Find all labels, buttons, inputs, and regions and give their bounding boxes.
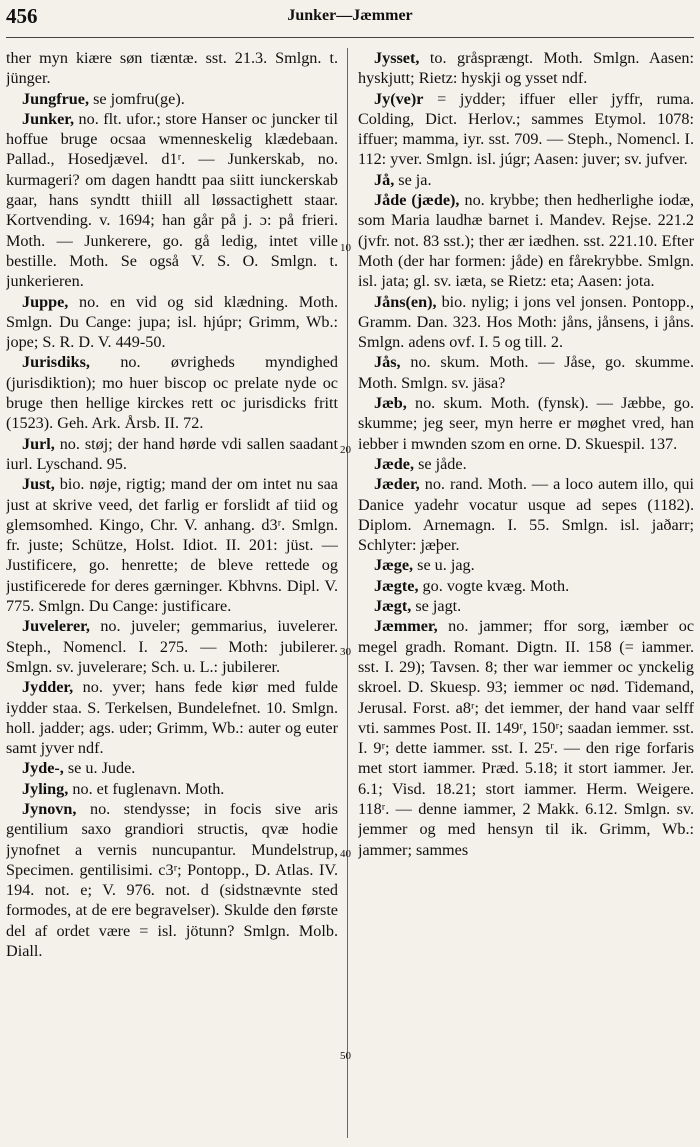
entry-text: no. et fuglenavn. Moth. <box>68 779 225 798</box>
dictionary-entry <box>6 434 338 475</box>
header-rule <box>6 37 694 38</box>
headword: Juvelerer, <box>22 617 90 636</box>
entry-text: no. en vid og sid klædning. Moth. Smlgn. Du Cange: jupa; isl. hjúpr; Grimm, Wb.: jope; S. R. D. V. 449-50. <box>6 292 338 352</box>
headword: Jæb, <box>374 394 407 413</box>
entry-text: to. gråsprængt. Moth. Smlgn. Aasen: hyskjutt; Rietz: hyskji og ysset ndf. <box>358 49 694 88</box>
line-number: 20 <box>340 444 351 456</box>
entry-text: no. støj; der hand hørde vdi sallen saadant iurl. Lyschand. 95. <box>6 434 338 473</box>
dictionary-entry <box>358 474 694 555</box>
headword: Juppe, <box>22 292 69 311</box>
dictionary-entry <box>358 352 694 393</box>
headword: Jydder, <box>22 678 74 697</box>
headword: Jyling, <box>22 779 69 798</box>
running-head: Junker—Jæmmer <box>287 7 413 24</box>
headword: Jås, <box>374 353 401 372</box>
headword: Jyde-, <box>22 759 64 778</box>
dictionary-entry <box>358 393 694 454</box>
dictionary-entry <box>358 292 694 353</box>
dictionary-entry <box>358 616 694 860</box>
headword: Jysset, <box>374 49 420 67</box>
headword: Jungfrue, <box>22 89 90 108</box>
entry-text: = jydder; iffuer eller jyffr, ruma. Colding, Dict. Herlov.; sammes Etymol. 1078: iffuer; mamma, iyr. sst. 709. — Steph., Nomencl. I. 112: yver. Smlgn. isl. júgr; Aasen: juver; sv. jufver. <box>358 89 694 169</box>
entry-text: no. rand. Moth. — a loco autem illo, qui Danice yadehr vocatur usque ad sepes (1182). Diplom. Arnemagn. I. 55. Smlgn. isl. jaðarr; Schlyter: jæþer. <box>358 475 694 555</box>
line-number: 10 <box>340 242 351 254</box>
entry-text: se jagt. <box>411 597 462 616</box>
dictionary-entry <box>6 48 338 89</box>
dictionary-entry <box>6 352 338 433</box>
dictionary-entry <box>6 799 338 961</box>
entry-text: no. krybbe; then hedherlighe iodæ, som Maria laudhæ barnet i. Mandev. Rejse. 221.2 (jvfr. not. 83 sst.); ther ær iædhen. sst. 221.10. Efter Moth (der har formen: jåde) en fårekrybbe. Smlgn. isl. jata; gl. sv. iæta, se Rietz: eta; Aasen: jota. <box>358 191 694 291</box>
line-number: 30 <box>340 646 351 658</box>
dictionary-entry <box>358 89 694 170</box>
headword: Jynovn, <box>22 799 77 818</box>
dictionary-entry <box>6 779 338 799</box>
entry-text: no. yver; hans fede kiør med fulde iydder staa. S. Terkelsen, Bundelefnet. 10. Smlgn. holl. jadder; ags. uder; Grimm, Wb.: auter og euter samt jyver ndf. <box>6 678 338 758</box>
headword: Jægte, <box>374 576 419 595</box>
column-divider <box>347 48 348 1138</box>
entry-text: se u. Jude. <box>63 759 136 778</box>
headword: Junker, <box>22 109 75 128</box>
entry-text: no. stendysse; in focis sive aris gentilium saxo grandiori structis, qvæ hodie jynofnet a vernis nuncupantur. Mundelstrup, Specimen. gentilisimi. c3ʳ; Pontopp., D. Atlas. IV. 194. not. e; V. 976. not. d (sidstnævnte sted formodes, at de ere begravelser). Skulde den første del af ordet være = isl. jötunn? Smlgn. Molb. Diall. <box>6 799 338 961</box>
entry-text: no. flt. ufor.; store Hanser oc juncker til hoffue bruge ocsaa wmenneskelig klædebaan. Pallad., Hosedjævel. d1ʳ. — Junkerskab, no. kurmageri? om dagen handtt paa siitt iunckerskab gaar, hans syndtt thiill all løssactighett staar. Kortvending. v. 1694; han går på j. ɔ: på frieri. Moth. — Junkerere, go. gå ledig, intet ville bestille. Moth. Se også V. S. O. Smlgn. t. junkerieren. <box>6 109 338 291</box>
dictionary-entry <box>6 89 338 109</box>
entry-text: se u. jag. <box>413 556 475 575</box>
entry-text: bio. nøje, rigtig; mand der om intet nu saa just at skrive veed, det farlig er forslidt af tiid og glemsomhed. Kingo, Chr. V. anhang. d3ʳ. Smlgn. fr. juste; Schütze, Holst. Idiot. II. 201: jüst. — Justificere, go. henrette; de bleve rettede og justificerede for deres gærninger. Kbhvns. Dipl. V. 775. Smlgn. Du Cange: justificare. <box>6 475 338 616</box>
page-number: 456 <box>6 4 38 28</box>
entry-text: no. juveler; gemmarius, iuvelerer. Steph., Nomencl. I. 275. — Moth: jubilerer. Smlgn. sv. juvelerare; Sch. u. L.: jubilerer. <box>6 617 338 676</box>
entry-text: no. jammer; ffor sorg, iæmber oc megel gradh. Romant. Digtn. II. 158 (= iammer. sst. I. 29); Tavsen. 8; ther war iemmer oc ynckelig skroel. D. Skuesp. 93; iemmer oc nød. Tidemand, Jerusal. Forst. a8ʳ; det iemmer, der hand vaar selff vti. sammes Post. II. 149ʳ, 150ʳ; saadan iemmer. sst. I. 9ʳ; dette iammer. sst. I. 25ʳ. — den rige forfaris met stort iammer. Præd. 5.18; it stort iammer. Jer. 6.1; Visd. 18.21; stort iammer. Herm. Weigere. 118ʳ. — denne iammer, 2 Makk. 6.12. Smlgn. sv. jemmer og med hensyn til ik. Grimm, Wb.: jammer; sammes <box>358 617 694 859</box>
headword: Jægt, <box>374 597 412 616</box>
dictionary-entry <box>358 576 694 596</box>
dictionary-entry <box>358 48 694 89</box>
headword: Jy(ve)r <box>374 89 424 108</box>
headword: Jæge, <box>374 556 414 575</box>
headword: Jæmmer, <box>374 617 438 636</box>
dictionary-entry <box>358 596 694 616</box>
dictionary-entry <box>6 616 338 677</box>
dictionary-entry <box>6 292 338 353</box>
page-header <box>6 4 694 34</box>
entry-text: se jåde. <box>414 454 467 473</box>
entry-text: no. øvrigheds myndighed (jurisdiktion); mo huer biscop oc prelate nyde oc bruge then hellige kirckes rett oc jurisdicks fritt (1523). Geh. Ark. Årsb. II. 72. <box>6 353 338 433</box>
left-column <box>6 48 338 1140</box>
right-column <box>358 48 694 1140</box>
headword: Just, <box>22 475 55 494</box>
headword: Jå, <box>374 170 395 189</box>
entry-text: no. skum. Moth. — Jåse, go. skumme. Moth. Smlgn. sv. jäsa? <box>358 353 694 392</box>
entry-text: se ja. <box>394 170 432 189</box>
dictionary-entry <box>6 474 338 616</box>
line-number: 40 <box>340 848 351 860</box>
dictionary-entry <box>6 109 338 292</box>
headword: Jæde, <box>374 454 415 473</box>
headword: Jurl, <box>22 434 55 453</box>
entry-text: ther myn kiære søn tiæntæ. sst. 21.3. Smlgn. t. jünger. <box>6 49 338 88</box>
headword: Jåde (jæde), <box>374 191 460 210</box>
dictionary-entry <box>358 190 694 291</box>
headword: Jurisdiks, <box>22 353 90 372</box>
dictionary-entry <box>358 170 694 190</box>
headword: Jåns(en), <box>374 292 437 311</box>
dictionary-entry <box>6 677 338 758</box>
dictionary-entry <box>358 454 694 474</box>
entry-text: bio. nylig; i jons vel jonsen. Pontopp., Gramm. Dan. 323. Hos Moth: jåns, jånsens, i jåns. Smlgn. adens ovf. I. 5 og till. 2. <box>358 292 694 352</box>
line-number: 50 <box>340 1050 351 1062</box>
dictionary-entry <box>358 555 694 575</box>
headword: Jæder, <box>374 475 420 494</box>
entry-text: no. skum. Moth. (fynsk). — Jæbbe, go. skumme; jeg seer, myn herre er møghet vred, han iebber i mwnden szom en orne. D. Skuespil. 137. <box>358 394 694 453</box>
dictionary-entry <box>6 758 338 778</box>
entry-text: se jomfru(ge). <box>89 89 185 108</box>
entry-text: go. vogte kvæg. Moth. <box>418 576 570 595</box>
